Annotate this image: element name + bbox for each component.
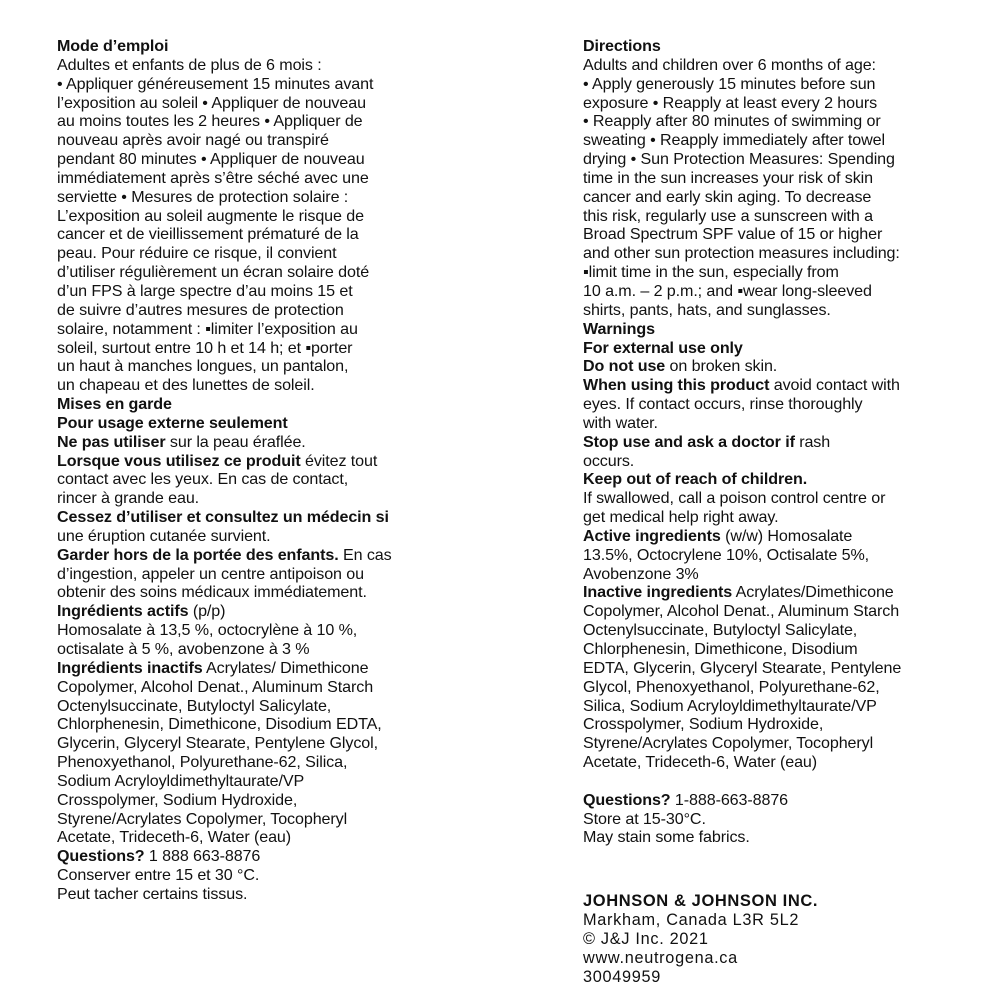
en-line <box>583 339 983 358</box>
fr-line <box>57 414 457 433</box>
fr-text: soleil, surtout entre 10 h et 14 h; et ▪porter <box>57 338 353 357</box>
en-text: exposure • Reapply at least every 2 hours <box>583 93 878 112</box>
fr-line <box>57 715 457 734</box>
en-line <box>583 659 983 678</box>
fr-text: Homosalate à 13,5 %, octocrylène à 10 %, <box>57 621 358 640</box>
fr-line <box>57 94 457 113</box>
fr-text: Conserver entre 15 et 30 °C. <box>57 866 260 885</box>
en-footer-text: Store at 15-30°C. <box>583 809 706 828</box>
fr-heading: Ingrédients inactifs <box>57 658 203 677</box>
product-code: 30049959 <box>583 967 662 986</box>
fr-line <box>57 75 457 94</box>
en-text: Broad Spectrum SPF value of 15 or higher <box>583 225 883 244</box>
fr-text: octisalate à 5 %, avobenzone à 3 % <box>57 640 310 658</box>
en-text: Copolymer, Alcohol Denat., Aluminum Starch <box>583 602 900 621</box>
fr-text: solaire, notamment : ▪limiter l’exposition au <box>57 319 358 338</box>
en-text: • Reapply after 80 minutes of swimming or <box>583 112 881 131</box>
en-line <box>583 734 983 753</box>
fr-line <box>57 263 457 282</box>
en-text: Octenylsuccinate, Butyloctyl Salicylate, <box>583 621 858 640</box>
en-line <box>583 508 983 527</box>
en-line <box>583 565 983 584</box>
en-text: Silica, Sodium Acryloyldimethyltaurate/VP <box>583 696 877 715</box>
fr-heading: Mises en garde <box>57 395 172 414</box>
en-line <box>583 75 983 94</box>
fr-line <box>57 659 457 678</box>
fr-text: Acrylates/ Dimethicone <box>202 658 369 677</box>
fr-text: Octenylsuccinate, Butyloctyl Salicylate, <box>57 696 332 715</box>
en-text: Crosspolymer, Sodium Hydroxide, <box>583 715 824 734</box>
fr-line <box>57 244 457 263</box>
fr-line <box>57 56 457 75</box>
en-line <box>583 188 983 207</box>
fr-line <box>57 376 457 395</box>
en-line <box>583 753 983 772</box>
fr-text: obtenir des soins médicaux immédiatement. <box>57 583 367 602</box>
en-heading: Do not use <box>583 357 666 376</box>
fr-text: peau. Pour réduire ce risque, il convient <box>57 244 337 263</box>
en-line <box>583 621 983 640</box>
en-line <box>583 94 983 113</box>
en-line <box>583 527 983 546</box>
fr-text: serviette • Mesures de protection solaire : <box>57 187 349 206</box>
en-line <box>583 169 983 188</box>
en-line <box>583 282 983 301</box>
fr-line <box>57 188 457 207</box>
fr-line <box>57 885 457 904</box>
fr-line <box>57 357 457 376</box>
en-text: rash <box>794 432 831 451</box>
en-text: avoid contact with <box>769 376 900 395</box>
en-line <box>583 112 983 131</box>
en-line <box>583 414 983 433</box>
fr-line <box>57 150 457 169</box>
en-footer-line <box>583 828 983 847</box>
fr-text: rincer à grande eau. <box>57 489 200 508</box>
fr-line <box>57 301 457 320</box>
fr-line <box>57 602 457 621</box>
en-text: on broken skin. <box>665 357 778 376</box>
fr-text: Copolymer, Alcohol Denat., Aluminum Starch <box>57 677 374 696</box>
en-line <box>583 583 983 602</box>
en-text: Adults and children over 6 months of age: <box>583 55 876 74</box>
en-line <box>583 207 983 226</box>
fr-text: Glycerin, Glyceryl Stearate, Pentylene Glycol, <box>57 734 378 753</box>
fr-line <box>57 753 457 772</box>
en-text: occurs. <box>583 451 635 470</box>
en-text: If swallowed, call a poison control centre or <box>583 489 886 508</box>
fr-line <box>57 828 457 847</box>
fr-line <box>57 433 457 452</box>
fr-text: de suivre d’autres mesures de protection <box>57 300 344 319</box>
fr-text: nouveau après avoir nagé ou transpiré <box>57 131 329 150</box>
en-footer-line <box>583 791 983 810</box>
fr-text: d’un FPS à large spectre d’au moins 15 et <box>57 281 353 300</box>
en-line <box>583 640 983 659</box>
fr-line <box>57 772 457 791</box>
en-line <box>583 546 983 565</box>
en-text: sweating • Reapply immediately after towel <box>583 131 885 150</box>
en-text: Avobenzone 3% <box>583 564 699 583</box>
fr-heading: Pour usage externe seulement <box>57 413 288 432</box>
fr-line <box>57 225 457 244</box>
fr-text: Adultes et enfants de plus de 6 mois : <box>57 55 322 74</box>
en-line <box>583 602 983 621</box>
fr-text: (p/p) <box>188 602 226 621</box>
en-text: Chlorphenesin, Dimethicone, Disodium <box>583 640 858 658</box>
en-heading: For external use only <box>583 338 743 357</box>
fr-text: cancer et de vieillissement prématuré de la <box>57 225 359 244</box>
fr-text: sur la peau éraflée. <box>165 432 306 451</box>
en-line <box>583 301 983 320</box>
en-heading: Keep out of reach of children. <box>583 470 808 489</box>
fr-line <box>57 339 457 358</box>
fr-line <box>57 697 457 716</box>
en-text: • Apply generously 15 minutes before sun <box>583 74 876 93</box>
en-heading: Stop use and ask a doctor if <box>583 432 795 451</box>
company-name: JOHNSON & JOHNSON INC. <box>583 892 819 911</box>
en-text: Acetate, Trideceth-6, Water (eau) <box>583 753 818 772</box>
english-directions-block <box>583 37 983 772</box>
en-line <box>583 37 983 56</box>
fr-line <box>57 734 457 753</box>
en-text: with water. <box>583 413 658 432</box>
fr-line <box>57 508 457 527</box>
en-text: eyes. If contact occurs, rinse thoroughly <box>583 395 863 414</box>
en-text: Glycol, Phenoxyethanol, Polyurethane-62, <box>583 677 880 696</box>
en-line <box>583 131 983 150</box>
fr-text: Acetate, Trideceth-6, Water (eau) <box>57 828 292 847</box>
en-text: Acrylates/Dimethicone <box>732 583 894 602</box>
fr-line <box>57 282 457 301</box>
fr-heading: Lorsque vous utilisez ce produit <box>57 451 301 470</box>
fr-line <box>57 866 457 885</box>
en-line <box>583 395 983 414</box>
fr-text: Crosspolymer, Sodium Hydroxide, <box>57 790 298 809</box>
en-line <box>583 56 983 75</box>
fr-text: d’utiliser régulièrement un écran solaire doté <box>57 263 370 282</box>
fr-line <box>57 583 457 602</box>
fr-text: Styrene/Acrylates Copolymer, Tocopheryl <box>57 809 348 828</box>
fr-heading: Questions? <box>57 847 145 866</box>
fr-text: L’exposition au soleil augmente le risque de <box>57 206 364 225</box>
en-footer-line <box>583 810 983 829</box>
spacer <box>583 772 983 791</box>
en-line <box>583 715 983 734</box>
fr-line <box>57 131 457 150</box>
fr-line <box>57 546 457 565</box>
en-line <box>583 225 983 244</box>
fr-text: évitez tout <box>300 451 378 470</box>
fr-text: immédiatement après s’être séché avec une <box>57 168 369 187</box>
en-text: drying • Sun Protection Measures: Spending <box>583 150 895 169</box>
fr-text: d’ingestion, appeler un centre antipoison ou <box>57 564 364 583</box>
copyright-notice: © J&J Inc. 2021 <box>583 929 709 948</box>
en-line <box>583 244 983 263</box>
fr-line <box>57 112 457 131</box>
fr-line <box>57 452 457 471</box>
french-instructions-column <box>57 37 457 904</box>
fr-text: une éruption cutanée survient. <box>57 526 271 545</box>
en-line <box>583 263 983 282</box>
spacer <box>583 847 983 873</box>
english-questions-block <box>583 791 983 848</box>
fr-line <box>57 565 457 584</box>
en-line <box>583 470 983 489</box>
fr-line <box>57 470 457 489</box>
fr-text: contact avec les yeux. En cas de contact, <box>57 470 349 489</box>
en-footer-text: 1-888-663-8876 <box>670 790 789 809</box>
fr-heading: Ingrédients actifs <box>57 602 189 621</box>
en-heading: When using this product <box>583 376 770 395</box>
fr-line <box>57 169 457 188</box>
en-text: time in the sun increases your risk of skin <box>583 168 873 187</box>
fr-text: Sodium Acryloyldimethyltaurate/VP <box>57 771 305 790</box>
en-heading: Warnings <box>583 319 655 338</box>
en-text: shirts, pants, hats, and sunglasses. <box>583 300 831 319</box>
en-line <box>583 357 983 376</box>
fr-text: pendant 80 minutes • Appliquer de nouveau <box>57 150 365 169</box>
en-line <box>583 489 983 508</box>
fr-heading: Mode d’emploi <box>57 37 169 55</box>
manufacturer-block <box>583 892 983 986</box>
en-text: this risk, regularly use a sunscreen with a <box>583 206 873 225</box>
fr-heading: Garder hors de la portée des enfants. <box>57 545 339 564</box>
en-line <box>583 697 983 716</box>
en-heading: Active ingredients <box>583 526 721 545</box>
fr-heading: Ne pas utiliser <box>57 432 166 451</box>
en-text: cancer and early skin aging. To decrease <box>583 187 872 206</box>
en-text: ▪limit time in the sun, especially from <box>583 263 839 282</box>
fr-line <box>57 791 457 810</box>
company-address: Markham, Canada L3R 5L2 <box>583 910 800 929</box>
en-text: (w/w) Homosalate <box>720 526 853 545</box>
en-heading: Directions <box>583 37 661 55</box>
en-line <box>583 433 983 452</box>
fr-line <box>57 847 457 866</box>
en-line <box>583 678 983 697</box>
fr-line <box>57 527 457 546</box>
english-instructions-column <box>583 37 983 986</box>
en-text: EDTA, Glycerin, Glyceryl Stearate, Pentylene <box>583 658 902 677</box>
en-line <box>583 376 983 395</box>
website: www.neutrogena.ca <box>583 948 738 967</box>
en-line <box>583 320 983 339</box>
fr-line <box>57 37 457 56</box>
fr-line <box>57 678 457 697</box>
en-heading: Inactive ingredients <box>583 583 733 602</box>
en-line <box>583 150 983 169</box>
en-text: 10 a.m. – 2 p.m.; and ▪wear long-sleeved <box>583 281 872 300</box>
fr-text: l’exposition au soleil • Appliquer de nouveau <box>57 93 366 112</box>
fr-line <box>57 640 457 659</box>
fr-text: un chapeau et des lunettes de soleil. <box>57 376 315 395</box>
en-footer-heading: Questions? <box>583 790 671 809</box>
fr-line <box>57 395 457 414</box>
en-text: 13.5%, Octocrylene 10%, Octisalate 5%, <box>583 545 870 564</box>
fr-text: 1 888 663-8876 <box>144 847 261 866</box>
spacer <box>583 873 983 892</box>
fr-heading: Cessez d’utiliser et consultez un médecin si <box>57 508 389 527</box>
fr-text: • Appliquer généreusement 15 minutes avant <box>57 74 374 93</box>
en-footer-text: May stain some fabrics. <box>583 828 750 847</box>
fr-text: au moins toutes les 2 heures • Appliquer de <box>57 112 363 131</box>
fr-text: un haut à manches longues, un pantalon, <box>57 357 349 376</box>
fr-line <box>57 207 457 226</box>
fr-text: Phenoxyethanol, Polyurethane-62, Silica, <box>57 753 348 772</box>
fr-text: Peut tacher certains tissus. <box>57 884 248 903</box>
fr-text: En cas <box>338 545 392 564</box>
en-text: get medical help right away. <box>583 508 779 527</box>
en-line <box>583 452 983 471</box>
fr-line <box>57 621 457 640</box>
fr-line <box>57 489 457 508</box>
fr-line <box>57 320 457 339</box>
fr-text: Chlorphenesin, Dimethicone, Disodium EDTA, <box>57 715 382 734</box>
en-text: Styrene/Acrylates Copolymer, Tocopheryl <box>583 734 874 753</box>
en-text: and other sun protection measures including: <box>583 244 900 263</box>
fr-line <box>57 810 457 829</box>
